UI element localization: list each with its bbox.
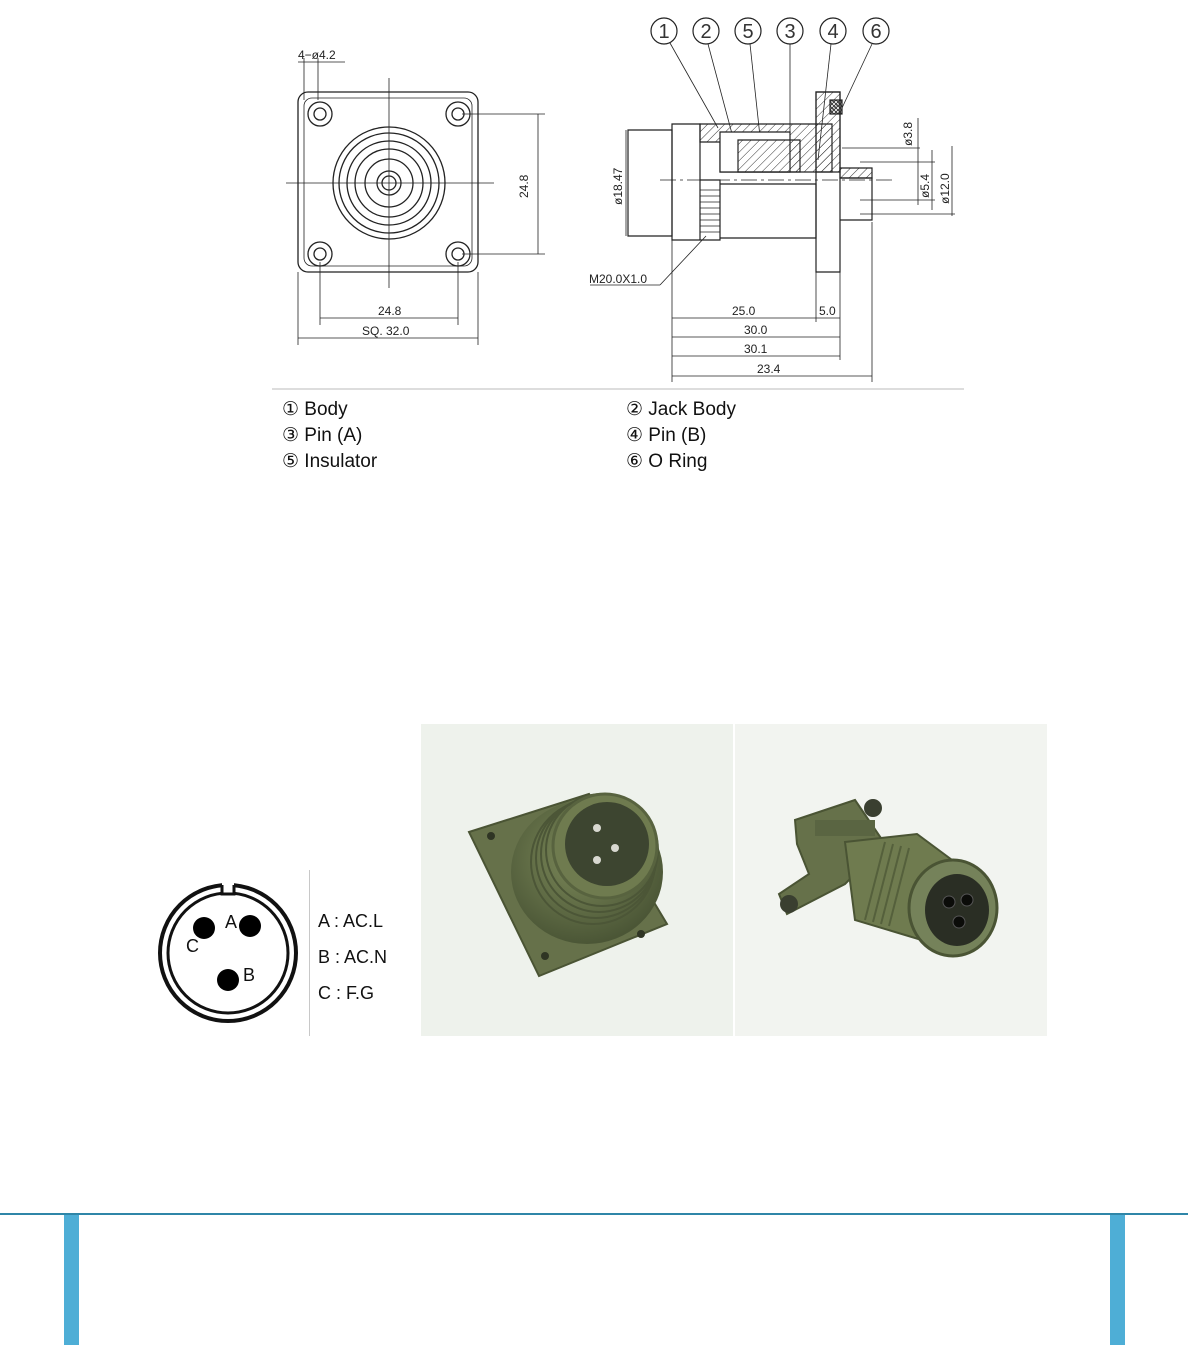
pin-a-label: A xyxy=(225,912,238,932)
legend-item-jack-body: ② Jack Body xyxy=(626,399,736,420)
pin-assignments xyxy=(318,903,418,1011)
front-view xyxy=(286,58,545,345)
dim-length-30: 30.0 xyxy=(744,323,768,337)
section-view xyxy=(590,18,955,382)
dim-length-23-4: 23.4 xyxy=(757,362,781,376)
dim-length-25: 25.0 xyxy=(732,304,756,318)
callout-5: 5 xyxy=(742,21,754,43)
receptacle-pin xyxy=(593,856,601,864)
flange-hole-icon xyxy=(637,930,645,938)
dim-width-pitch: 24.8 xyxy=(378,304,402,318)
receptacle-pin xyxy=(611,844,619,852)
parts-legend-left xyxy=(282,397,582,475)
dim-height-pitch: 24.8 xyxy=(517,174,531,198)
pin-assignment-a: A : AC.L xyxy=(318,911,384,931)
dim-thread: M20.0X1.0 xyxy=(589,272,648,286)
footer-left-bar xyxy=(64,1215,79,1345)
receptacle-photo xyxy=(421,724,733,1036)
pin-c-label: C xyxy=(186,936,199,956)
legend-item-o-ring: ⑥ O Ring xyxy=(626,451,708,472)
flange-hole-icon xyxy=(541,952,549,960)
callout-2: 2 xyxy=(700,21,712,43)
pin-b-label: B xyxy=(243,965,256,985)
flange-hole-icon xyxy=(487,832,495,840)
technical-drawing xyxy=(0,0,1188,400)
pin-map-divider xyxy=(309,870,310,1036)
plug-photo xyxy=(735,724,1047,1036)
dim-pin-diameter: ø3.8 xyxy=(901,121,915,146)
pin-b-dot xyxy=(217,969,239,991)
clamp-screw-icon xyxy=(864,799,882,817)
callout-4: 4 xyxy=(827,21,839,43)
pin-assignment-c: C : F.G xyxy=(318,983,375,1003)
plug-socket-hole xyxy=(961,894,973,906)
dim-body-diameter: ø18.47 xyxy=(611,167,625,205)
legend-item-body: ① Body xyxy=(282,399,348,420)
clamp-screw-icon xyxy=(780,895,798,913)
receptacle-pin xyxy=(593,824,601,832)
legend-item-pin-a: ③ Pin (A) xyxy=(282,425,363,446)
dim-inner-diameter: ø5.4 xyxy=(918,173,932,198)
parts-legend-right xyxy=(626,397,926,475)
dim-outer-diameter: ø12.0 xyxy=(938,173,952,204)
legend-item-insulator: ⑤ Insulator xyxy=(282,451,378,472)
footer-rule xyxy=(0,1213,1188,1215)
callout-3: 3 xyxy=(784,21,796,43)
dim-length-30-1: 30.1 xyxy=(744,342,768,356)
plug-socket-hole xyxy=(943,896,955,908)
socket-outer-ring xyxy=(160,885,296,1021)
mounting-hole xyxy=(308,102,332,126)
pin-assignment-b: B : AC.N xyxy=(318,947,388,967)
dim-hole-spec: 4−ø4.2 xyxy=(298,48,336,62)
plug-socket-hole xyxy=(953,916,965,928)
pin-a-dot xyxy=(239,915,261,937)
legend-item-pin-b: ④ Pin (B) xyxy=(626,425,707,446)
dim-length-5: 5.0 xyxy=(819,304,836,318)
pin-map-diagram xyxy=(150,880,310,1030)
footer-right-bar xyxy=(1110,1215,1125,1345)
callout-6: 6 xyxy=(870,21,882,43)
dim-square: SQ. 32.0 xyxy=(362,324,410,338)
callout-1: 1 xyxy=(658,21,670,43)
